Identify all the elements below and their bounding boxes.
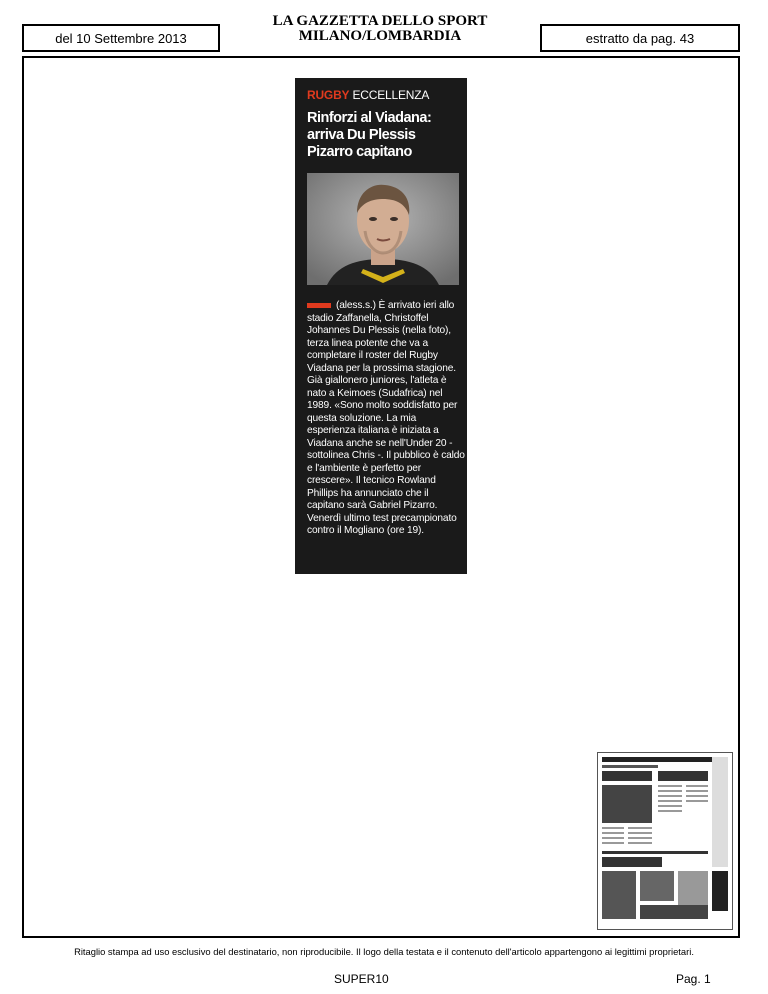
article-text: (aless.s.) È arrivato ieri allo stadio Zaffanella, Christoffel Johannes Du Plessis (nella foto), terza linea potente che va a completare il roster del Rugby Viadana per la prossima stagione. Già giallonero juniores, l'atleta è nato a Keimoes (Sudafrica) nel 1989. «Sono molto soddisfatto per questa soluzione. La mia esperienza italiana è iniziata a Viadana anche se nell'Under 20 - sottolinea Chris -. Il pubblico è caldo e l'ambiente è perfetto per crescere». Il tecnico Rowland Phillips ha annunciato che il capitano sarà Gabriel Pizarro. Venerdì ultimo test precampionato contro il Mogliano (ore 19). (307, 300, 465, 536)
masthead-edition: MILANO/LOMBARDIA (298, 28, 462, 44)
extract-page-label: estratto da pag. 43 (585, 30, 695, 46)
article-kicker (307, 88, 429, 102)
date-label: del 10 Settembre 2013 (55, 30, 187, 46)
masthead-title: LA GAZZETTA DELLO SPORT (272, 13, 488, 29)
footer-code: SUPER10 (334, 972, 389, 986)
copyright-disclaimer: Ritaglio stampa ad uso esclusivo del destinatario, non riproducibile. Il logo della testata e il contenuto dell'articolo appartengono ai legittimi proprietari. (74, 946, 694, 957)
masthead (230, 14, 530, 44)
extract-page-box (540, 24, 740, 52)
article-headline: Rinforzi al Viadana: arriva Du Plessis Pizarro capitano (307, 110, 432, 160)
page-thumbnail (597, 752, 733, 930)
footer-page-number: Pag. 1 (676, 972, 711, 986)
date-box (22, 24, 220, 52)
kicker-section: ECCELLENZA (352, 88, 430, 102)
lead-marker (307, 303, 331, 308)
article-clipping (295, 78, 467, 574)
article-body (307, 300, 465, 538)
player-photo (307, 173, 459, 285)
kicker-sport: RUGBY (307, 88, 350, 102)
